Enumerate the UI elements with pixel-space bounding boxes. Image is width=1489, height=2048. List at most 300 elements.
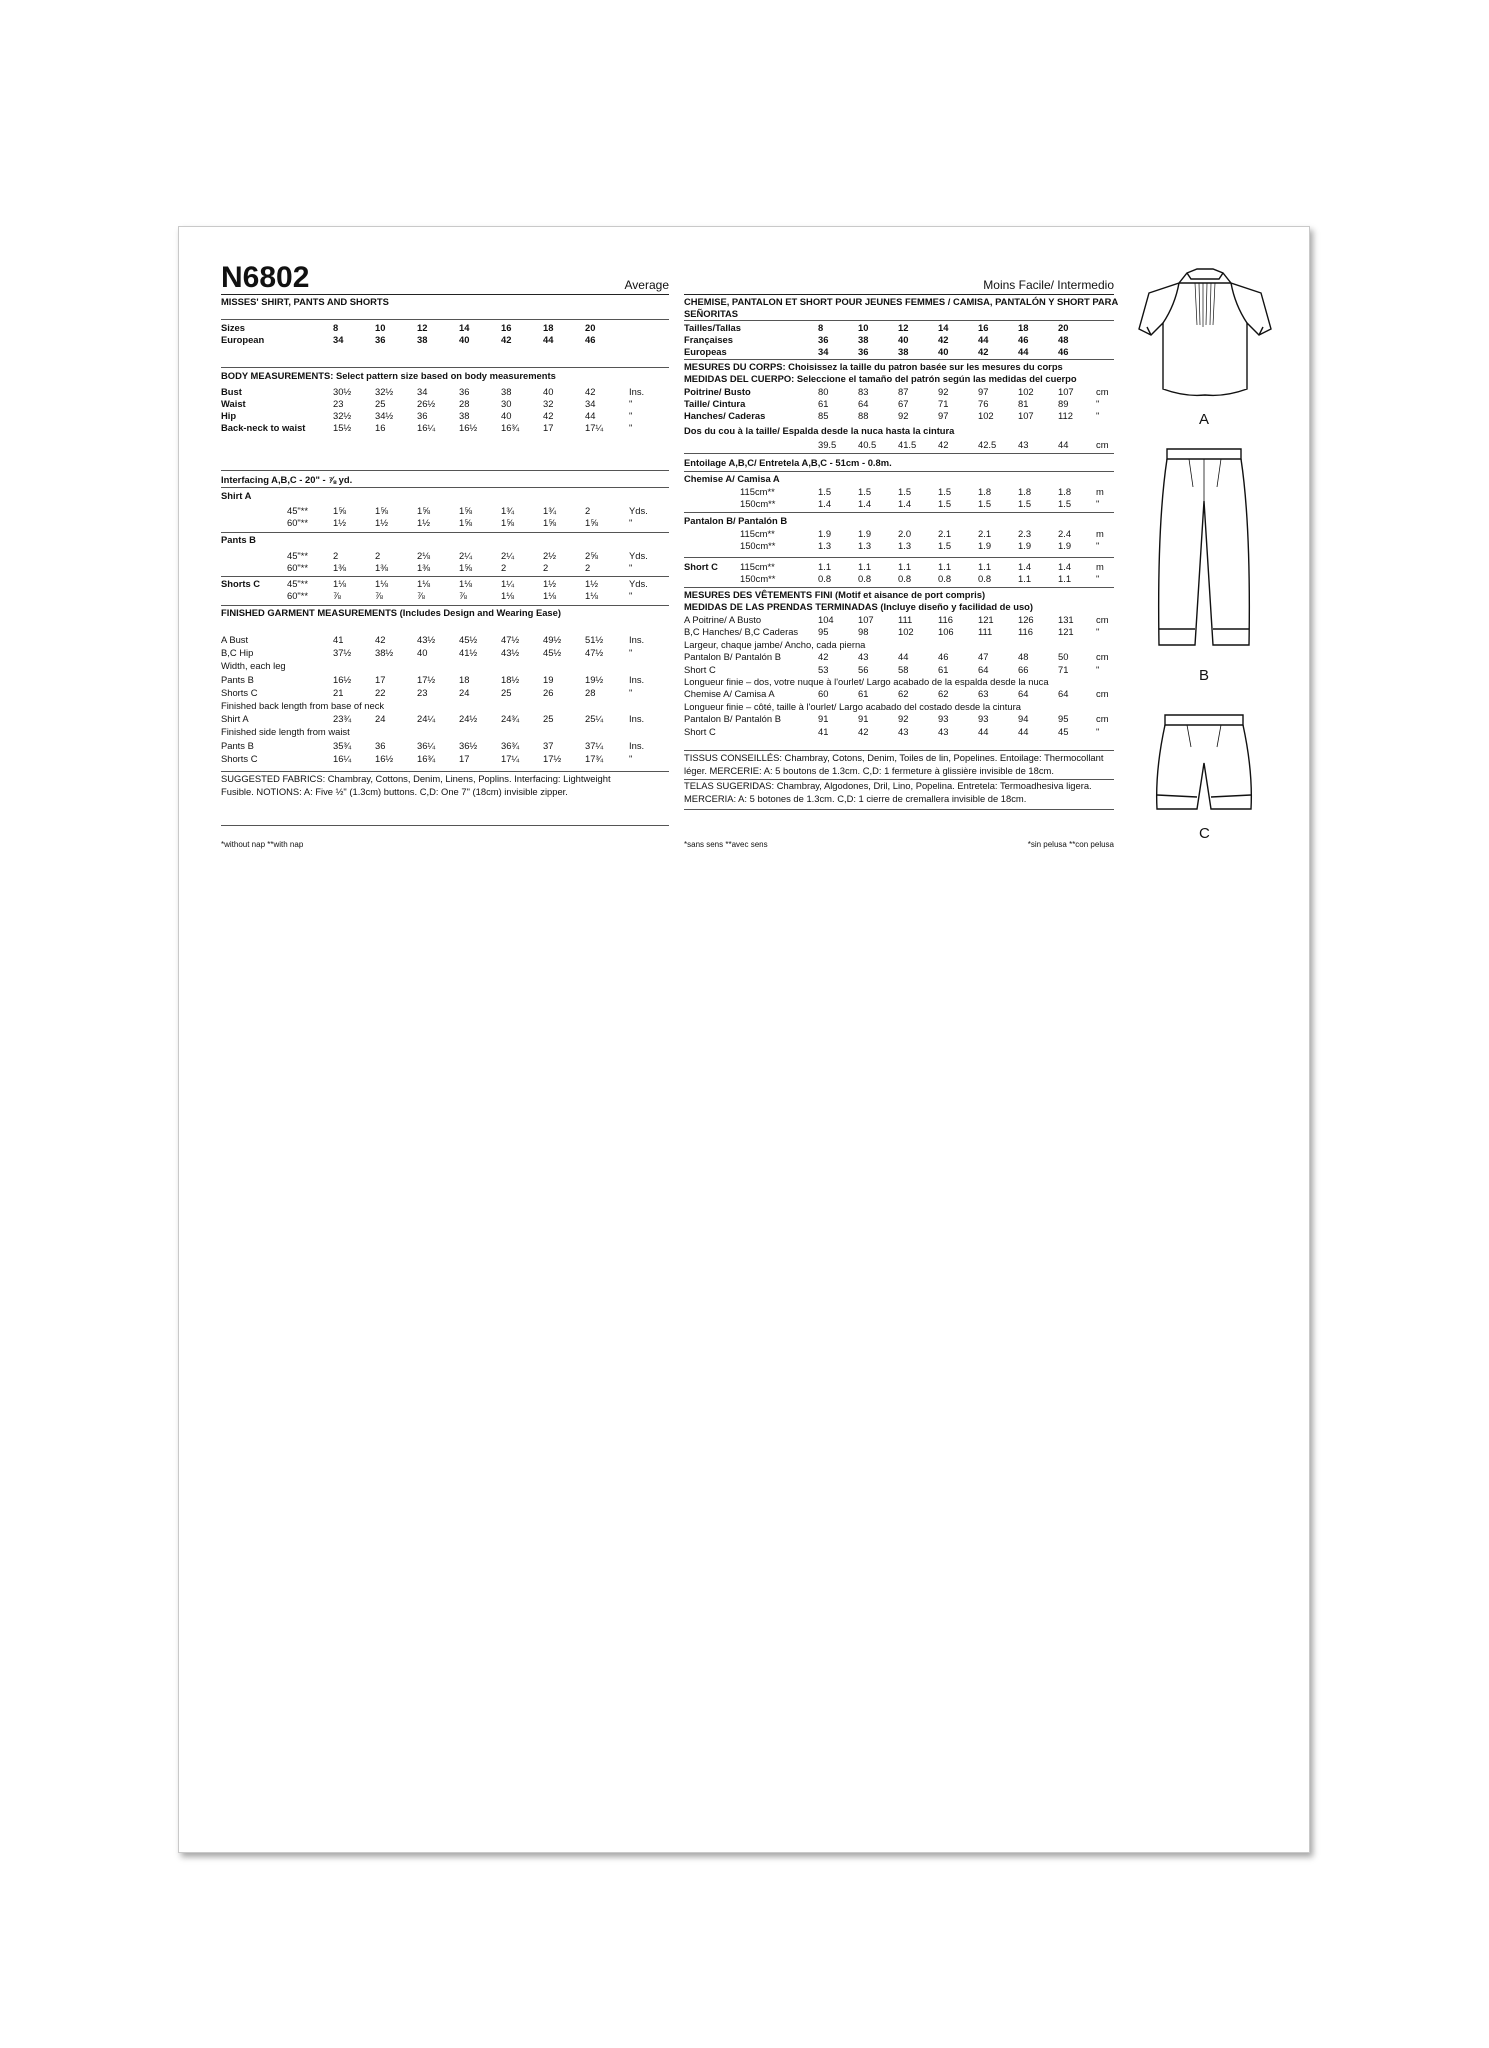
suggested-fabrics-line: Fusible. NOTIONS: A: Five ½" (1.3cm) buttons. C,D: One 7" (18cm) invisible zipper. (221, 785, 568, 797)
table-row (684, 725, 1114, 738)
cell-unit: " (1096, 663, 1100, 675)
row-label: Largeur, chaque jambe/ Ancho, cada pierna (684, 638, 866, 650)
cell-value: 37 (543, 739, 554, 751)
cell-value: 2¼ (459, 550, 473, 561)
cell-value: 42 (978, 346, 989, 357)
telas-line: MERCERIA: A: 5 botones de 1.3cm. C,D: 1 cierre de cremallera invisible de 18cm. (684, 792, 1027, 804)
cell-value: 56 (858, 663, 869, 675)
table-row (684, 687, 1114, 700)
row-label: 60"** (287, 517, 309, 528)
cell-value: 25 (543, 713, 554, 725)
row-label: Pantalon B/ Pantalón B (684, 651, 781, 663)
dos-label: Dos du cou à la taille/ Espalda desde la nuca hasta la cintura (684, 425, 955, 436)
row-label: Shorts C (221, 686, 258, 698)
finished-heading: FINISHED GARMENT MEASUREMENTS (Includes Design and Wearing Ease) (221, 607, 561, 618)
cell-unit: " (629, 647, 633, 659)
shorts-c-label: Shorts C (221, 578, 261, 589)
cell-value: 87 (898, 386, 909, 397)
cell-value: 107 (1058, 386, 1074, 397)
pants-b-illustration (1149, 445, 1259, 655)
cell-value: 2.0 (898, 528, 912, 539)
cell-value: 85 (818, 410, 829, 421)
cell-value: 1.1 (1058, 573, 1072, 584)
cell-value: 12 (417, 322, 428, 333)
cell-value: 1.5 (1058, 498, 1072, 509)
cell-value: 10 (375, 322, 386, 333)
cell-value: 2 (375, 550, 381, 561)
cell-value: 1.4 (818, 498, 832, 509)
cell-value: 1.1 (978, 561, 992, 572)
table-row (221, 646, 669, 659)
cell-value: 21 (333, 686, 344, 698)
finished-heading-es: MEDIDAS DE LAS PRENDAS TERMINADAS (Incluye diseño y facilidad de uso) (684, 601, 1034, 612)
cell-value: 1⅛ (459, 578, 473, 589)
cell-value: 26 (543, 686, 554, 698)
cell-value: 1.1 (818, 561, 832, 572)
cell-value: 14 (459, 322, 470, 333)
row-label: Françaises (684, 334, 733, 345)
cell-value: 26½ (417, 398, 436, 409)
cell-value: ⅞ (459, 590, 467, 601)
cell-unit: cm (1096, 651, 1109, 663)
cell-value: 36 (375, 739, 386, 751)
view-a-label: A (1199, 411, 1210, 428)
europeas-row (684, 345, 1114, 358)
view-b-label: B (1199, 667, 1210, 684)
table-row (684, 675, 1114, 688)
cell-value: ⅞ (417, 590, 425, 601)
cell-value: 46 (1018, 334, 1029, 345)
cell-value: 1.5 (978, 498, 992, 509)
difficulty-level-en: Average (624, 278, 669, 292)
telas-line: TELAS SUGERIDAS: Chambray, Algodones, Dril, Lino, Popelina. Entretela: Termoadhesiva ligera. (684, 780, 1092, 791)
cell-value: 62 (938, 688, 949, 700)
cell-value: 44 (585, 410, 596, 421)
table-row (221, 686, 669, 699)
cell-value: 1⅝ (459, 517, 473, 528)
row-label: Width, each leg (221, 660, 286, 672)
cell-value: 1.9 (818, 528, 832, 539)
divider (684, 750, 1114, 751)
interfacing-heading: Interfacing A,B,C - 20" - ⅞ yd. (221, 474, 353, 485)
cell-value: 44 (543, 334, 554, 345)
divider (221, 319, 669, 320)
cell-value: 24 (375, 713, 386, 725)
row-label: A Poitrine/ A Busto (684, 614, 762, 625)
cell-value: 37½ (333, 647, 352, 659)
row-label: Short C (684, 663, 716, 675)
cell-value: 131 (1058, 614, 1074, 625)
row-label: 115cm** (740, 528, 775, 539)
cell-unit: cm (1096, 614, 1109, 625)
footnote-fr: *sans sens **avec sens (684, 840, 768, 849)
short-label: Short C (684, 561, 718, 572)
row-label: Hanches/ Caderas (684, 410, 766, 421)
row-label: A Bust (221, 634, 249, 645)
cell-value: 40 (501, 410, 512, 421)
pantalon-label: Pantalon B/ Pantalón B (684, 515, 788, 526)
table-row (221, 633, 669, 646)
cell-value: 44 (978, 725, 989, 737)
cell-value: 1.5 (1018, 498, 1032, 509)
cell-value: 1.5 (938, 486, 952, 497)
row-label: 45"** (287, 578, 309, 589)
cell-value: 1⅝ (585, 517, 599, 528)
cell-value: 42 (543, 410, 554, 421)
shirt-a-illustration (1135, 265, 1275, 405)
cell-value: 2 (333, 550, 339, 561)
cell-value: 34 (417, 386, 428, 397)
cell-value: 80 (818, 386, 829, 397)
finished-heading-fr: MESURES DES VÊTEMENTS FINI (Motif et aisance de port compris) (684, 589, 986, 600)
table-row (684, 438, 1114, 451)
cell-unit: m (1096, 486, 1104, 497)
cell-value: 2.1 (938, 528, 952, 539)
cell-value: 23¾ (333, 713, 352, 725)
cell-value: 30½ (333, 386, 352, 397)
cell-value: 102 (978, 410, 994, 421)
cell-value: 46 (938, 651, 949, 663)
cell-unit: " (1096, 410, 1100, 421)
row-label: 150cm** (740, 498, 776, 509)
chemise-label: Chemise A/ Camisa A (684, 473, 780, 484)
cell-value: 71 (938, 398, 949, 409)
cell-value: 8 (333, 322, 339, 333)
cell-value: 71 (1058, 663, 1069, 675)
cell-value: 32 (543, 398, 554, 409)
cell-value: 2 (501, 562, 507, 573)
cell-value: 47 (978, 651, 989, 663)
cell-value: 1.9 (1018, 540, 1032, 551)
table-row (221, 739, 669, 752)
cell-value: 83 (858, 386, 869, 397)
cell-value: 67 (898, 398, 909, 409)
cell-value: 1.8 (1018, 486, 1032, 497)
cell-value: 2¼ (501, 550, 515, 561)
cell-unit: " (1096, 573, 1100, 584)
row-label: Pants B (221, 673, 254, 685)
cell-value: 121 (978, 614, 994, 625)
cell-value: 38½ (375, 647, 394, 659)
cell-value: 38 (417, 334, 428, 345)
cell-value: 8 (818, 322, 824, 333)
row-label: Sizes (221, 322, 245, 333)
divider (684, 512, 1114, 513)
cell-value: 10 (858, 322, 869, 333)
cell-value: 16½ (375, 752, 394, 764)
cell-unit: " (629, 752, 633, 764)
cell-value: 97 (978, 386, 989, 397)
cell-value: 40.5 (858, 439, 877, 450)
cell-value: 53 (818, 663, 829, 675)
cell-value: 47½ (501, 634, 520, 645)
cell-value: 1⅜ (375, 562, 389, 573)
title-fr: CHEMISE, PANTALON ET SHORT POUR JEUNES FEMMES / CAMISA, PANTALÓN Y SHORT PARA (684, 296, 1119, 307)
footnote-es: *sin pelusa **con pelusa (1027, 840, 1114, 849)
row-label: Pants B (221, 739, 254, 751)
cell-value: 111 (978, 626, 993, 638)
table-row (221, 712, 669, 725)
cell-value: 41 (818, 725, 829, 737)
cell-value: 42 (501, 334, 512, 345)
cell-value: 1.9 (1058, 540, 1072, 551)
cell-value: 48 (1018, 651, 1029, 663)
row-label: 60"** (287, 590, 309, 601)
cell-value: 112 (1058, 410, 1073, 421)
cell-value: 93 (938, 713, 949, 725)
cell-value: 44 (898, 651, 909, 663)
cell-value: 16¼ (333, 752, 352, 764)
cell-value: 36 (417, 410, 428, 421)
cell-value: 40 (543, 386, 554, 397)
row-label: Pantalon B/ Pantalón B (684, 713, 781, 725)
cell-value: 18 (543, 322, 554, 333)
cell-value: 20 (585, 322, 596, 333)
row-label: Bust (221, 386, 242, 397)
cell-value: 43 (898, 725, 909, 737)
cell-value: 1⅝ (543, 517, 557, 528)
title-fr-line-2: SEÑORITAS (684, 308, 738, 319)
cell-value: 40 (417, 647, 428, 659)
shorts-c-illustration (1149, 711, 1259, 821)
cell-value: 1.5 (898, 486, 912, 497)
table-row (221, 516, 669, 529)
cell-unit: " (629, 517, 633, 528)
body-measurements-heading: BODY MEASUREMENTS: Select pattern size based on body measurements (221, 370, 556, 381)
cell-value: 22 (375, 686, 386, 698)
cell-value: 0.8 (818, 573, 832, 584)
table-row (684, 572, 1114, 585)
cell-value: 106 (938, 626, 954, 638)
cell-value: 17 (375, 673, 386, 685)
table-row (221, 673, 669, 686)
cell-value: 1.5 (858, 486, 872, 497)
body-heading-fr: MESURES DU CORPS: Choisissez la taille du patron basée sur les mesures du corps (684, 361, 1063, 372)
cell-value: 16 (501, 322, 512, 333)
cell-value: 16 (375, 422, 386, 433)
cell-value: 28 (585, 686, 596, 698)
cell-unit: " (1096, 498, 1100, 509)
cell-value: 81 (1018, 398, 1029, 409)
cell-value: 1½ (333, 517, 347, 528)
divider (221, 487, 669, 488)
cell-value: 2 (585, 505, 591, 516)
cell-value: 47½ (585, 647, 604, 659)
row-label: 115cm** (740, 486, 775, 497)
cell-value: 64 (858, 398, 869, 409)
cell-value: 17½ (417, 673, 436, 685)
cell-value: 36¼ (417, 739, 436, 751)
cell-value: 42 (585, 386, 596, 397)
pattern-number: N6802 (221, 261, 310, 294)
table-row (684, 613, 1114, 626)
cell-value: 37¼ (585, 739, 604, 751)
cell-value: 42 (375, 634, 386, 645)
cell-unit: Yds. (629, 505, 648, 516)
cell-value: 1½ (543, 578, 557, 589)
cell-value: 25 (375, 398, 386, 409)
cell-value: 34 (585, 398, 596, 409)
cell-value: 1.4 (858, 498, 872, 509)
cell-value: 17¾ (585, 752, 604, 764)
cell-value: 38 (459, 410, 470, 421)
cell-value: 1¼ (501, 578, 515, 589)
tissus-line: TISSUS CONSEILLÉS: Chambray, Cotons, Denim, Toiles de lin, Popelines. Entoilage: Thermocollant (684, 752, 1104, 763)
cell-value: 1.1 (858, 561, 872, 572)
cell-value: 25 (501, 686, 512, 698)
cell-value: 2.3 (1018, 528, 1032, 539)
cell-value: 2½ (543, 550, 557, 561)
cell-value: 16¾ (417, 752, 436, 764)
cell-value: 1.8 (978, 486, 992, 497)
cell-unit: m (1096, 528, 1104, 539)
cell-value: 16½ (333, 673, 352, 685)
cell-value: 0.8 (978, 573, 992, 584)
cell-unit: " (1096, 540, 1100, 551)
cell-value: 1½ (417, 517, 431, 528)
cell-value: 18 (459, 673, 470, 685)
cell-value: 44 (978, 334, 989, 345)
cell-value: 63 (978, 688, 989, 700)
cell-value: 1.5 (938, 498, 952, 509)
cell-value: 46 (585, 334, 596, 345)
row-label: Finished back length from base of neck (221, 700, 385, 711)
table-row (684, 625, 1114, 638)
table-row (221, 421, 669, 434)
cell-value: 92 (898, 410, 909, 421)
footnote-en: *without nap **with nap (221, 840, 304, 849)
pants-b-label: Pants B (221, 534, 256, 545)
cell-value: 92 (898, 713, 909, 725)
cell-value: 1⅜ (417, 562, 431, 573)
row-label: Chemise A/ Camisa A (684, 688, 775, 700)
cell-value: 1.8 (1058, 486, 1072, 497)
cell-value: 42 (858, 725, 869, 737)
cell-value: 1.4 (898, 498, 912, 509)
row-label: Short C (684, 725, 716, 737)
row-label: 45"** (287, 505, 309, 516)
cell-value: 0.8 (938, 573, 952, 584)
cell-value: 38 (858, 334, 869, 345)
cell-unit: Ins. (629, 713, 645, 725)
divider (221, 825, 669, 826)
cell-unit: Ins. (629, 386, 645, 397)
cell-value: 20 (1058, 322, 1069, 333)
cell-value: 64 (1058, 688, 1069, 700)
cell-value: 34 (818, 346, 829, 357)
cell-value: 1.9 (978, 540, 992, 551)
table-row (221, 725, 669, 738)
cell-value: 36¾ (501, 739, 520, 751)
cell-value: 2⅝ (585, 550, 599, 561)
row-label: Poitrine/ Busto (684, 386, 751, 397)
cell-value: 49½ (543, 634, 562, 645)
tissus-conseilles (684, 752, 1114, 777)
difficulty-level-fr: Moins Facile/ Intermedio (983, 278, 1114, 292)
cell-value: 95 (1058, 713, 1069, 725)
cell-value: 44 (1058, 439, 1069, 450)
cell-value: 102 (1018, 386, 1034, 397)
cell-value: 116 (938, 614, 953, 625)
cell-value: 41.5 (898, 439, 917, 450)
cell-value: 36½ (459, 739, 478, 751)
cell-unit: cm (1096, 386, 1109, 397)
body-heading-es: MEDIDAS DEL CUERPO: Seleccione el tamaño del patrón según las medidas del cuerpo (684, 373, 1077, 384)
cell-unit: Ins. (629, 634, 645, 645)
divider (684, 809, 1114, 810)
row-label: 150cm** (740, 573, 776, 584)
cell-value: 64 (1018, 688, 1029, 700)
cell-value: 66 (1018, 663, 1029, 675)
cell-value: 39.5 (818, 439, 837, 450)
cell-value: 16¾ (501, 422, 520, 433)
cell-value: 1⅛ (333, 578, 347, 589)
cell-value: 14 (938, 322, 949, 333)
row-label: 150cm** (740, 540, 776, 551)
cell-value: 1⅝ (459, 562, 473, 573)
cell-value: 17½ (543, 752, 562, 764)
tissus-line: léger. MERCERIE: A: 5 boutons de 1.3cm. C,D: 1 fermeture à glissière invisible de 18cm. (684, 764, 1054, 776)
cell-value: 1⅛ (585, 590, 599, 601)
cell-value: 107 (1018, 410, 1034, 421)
cell-value: 2 (585, 562, 591, 573)
cell-value: 1.9 (858, 528, 872, 539)
row-label: Hip (221, 410, 237, 421)
table-row (684, 663, 1114, 676)
divider (684, 453, 1114, 454)
cell-value: 16 (978, 322, 989, 333)
cell-value: 24 (459, 686, 470, 698)
cell-value: 1.1 (938, 561, 952, 572)
cell-value: 94 (1018, 713, 1029, 725)
cell-value: 126 (1018, 614, 1034, 625)
cell-value: 98 (858, 626, 869, 638)
table-row (221, 561, 669, 574)
pattern-envelope-back (178, 226, 1310, 1853)
cell-value: 18½ (501, 673, 520, 685)
cell-value: 42.5 (978, 439, 997, 450)
cell-unit: Ins. (629, 673, 645, 685)
cell-value: 107 (858, 614, 874, 625)
cell-unit: Yds. (629, 550, 648, 561)
cell-value: 2.1 (978, 528, 992, 539)
cell-value: 16¼ (417, 422, 436, 433)
cell-value: 61 (818, 398, 829, 409)
row-label: Back-neck to waist (221, 422, 306, 433)
cell-value: 1⅝ (501, 517, 515, 528)
cell-value: 97 (938, 410, 949, 421)
cell-value: 1⅛ (375, 578, 389, 589)
cell-value: 64 (978, 663, 989, 675)
cell-value: 1⅛ (543, 590, 557, 601)
cell-value: 19½ (585, 673, 604, 685)
cell-unit: Ins. (629, 739, 645, 751)
suggested-fabrics (221, 773, 669, 798)
cell-unit: m (1096, 561, 1104, 572)
table-row (221, 752, 669, 765)
table-row (684, 409, 1114, 422)
cell-value: 1.5 (938, 540, 952, 551)
cell-value: 104 (818, 614, 834, 625)
cell-value: 102 (898, 626, 914, 638)
european-row (221, 333, 669, 346)
cell-unit: " (629, 590, 633, 601)
cell-unit: cm (1096, 439, 1109, 450)
view-c-label: C (1199, 825, 1210, 842)
cell-value: 2.4 (1058, 528, 1072, 539)
cell-value: 1.3 (858, 540, 872, 551)
cell-value: ⅞ (375, 590, 383, 601)
